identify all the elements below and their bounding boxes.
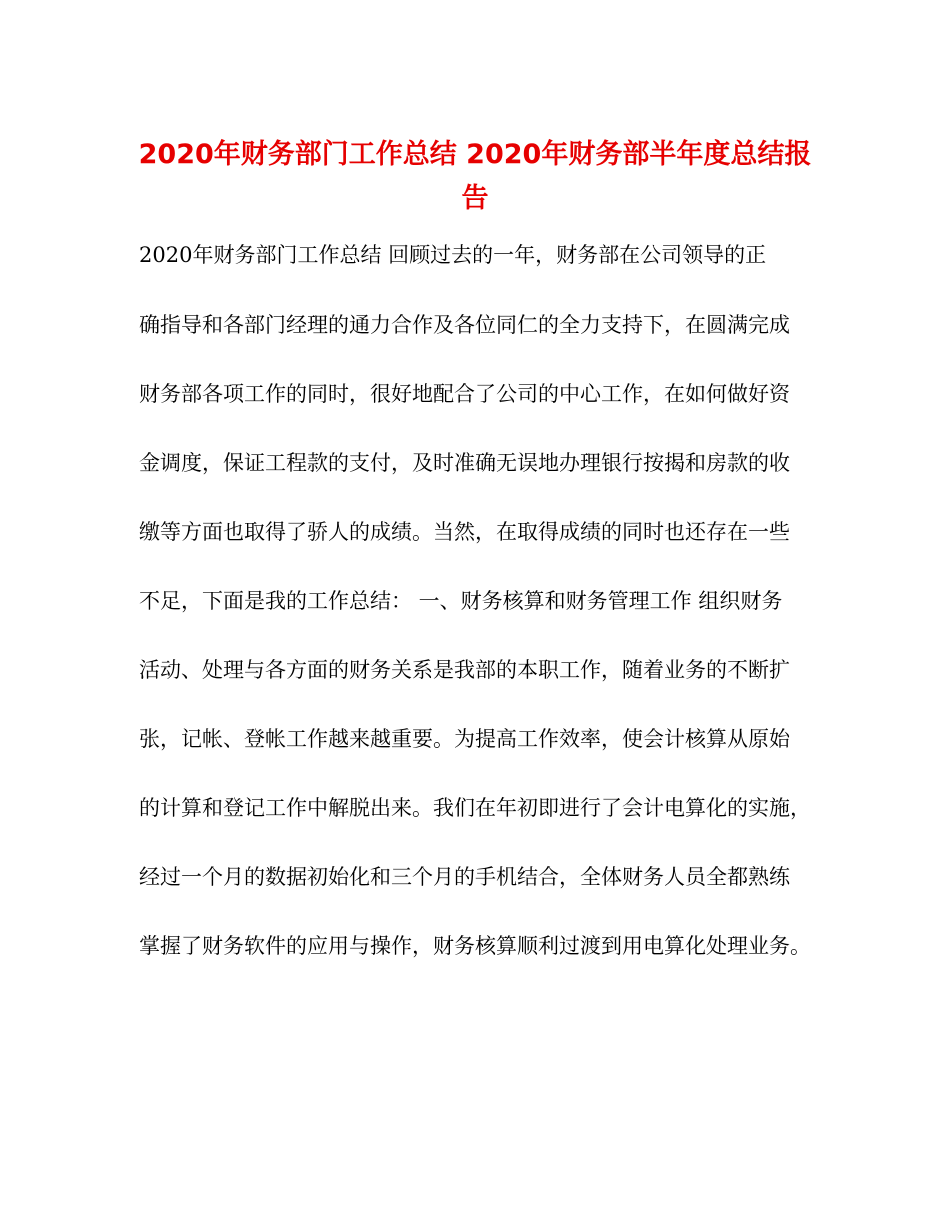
document-title xyxy=(110,133,840,221)
body-line-9: 的计算和登记工作中解脱出来。我们在年初即进行了会计电算化的实施， xyxy=(139,796,811,820)
title-line-2: 告 xyxy=(461,183,489,214)
body-line-11: 掌握了财务软件的应用与操作，财务核算顺利过渡到用电算化处理业务。 xyxy=(139,934,811,958)
body-line-6: 不足，下面是我的工作总结： 一、财务核算和财务管理工作 组织财务 xyxy=(139,589,783,613)
title-line-1: 2020年财务部门工作总结 2020年财务部半年度总结报 xyxy=(138,139,812,170)
body-line-1: 2020年财务部门工作总结 回顾过去的一年，财务部在公司领导的正 xyxy=(139,243,767,267)
body-line-2: 确指导和各部门经理的通力合作及各位同仁的全力支持下，在圆满完成 xyxy=(139,313,790,337)
body-line-7: 活动、处理与各方面的财务关系是我部的本职工作，随着业务的不断扩 xyxy=(139,658,790,682)
body-line-5: 缴等方面也取得了骄人的成绩。当然，在取得成绩的同时也还存在一些 xyxy=(139,520,790,544)
body-line-4: 金调度，保证工程款的支付，及时准确无误地办理银行按揭和房款的收 xyxy=(139,451,790,475)
body-line-3: 财务部各项工作的同时，很好地配合了公司的中心工作，在如何做好资 xyxy=(139,382,790,406)
body-line-10: 经过一个月的数据初始化和三个月的手机结合，全体财务人员全都熟练 xyxy=(139,865,790,889)
body-line-8: 张，记帐、登帐工作越来越重要。为提高工作效率，使会计核算从原始 xyxy=(139,727,790,751)
